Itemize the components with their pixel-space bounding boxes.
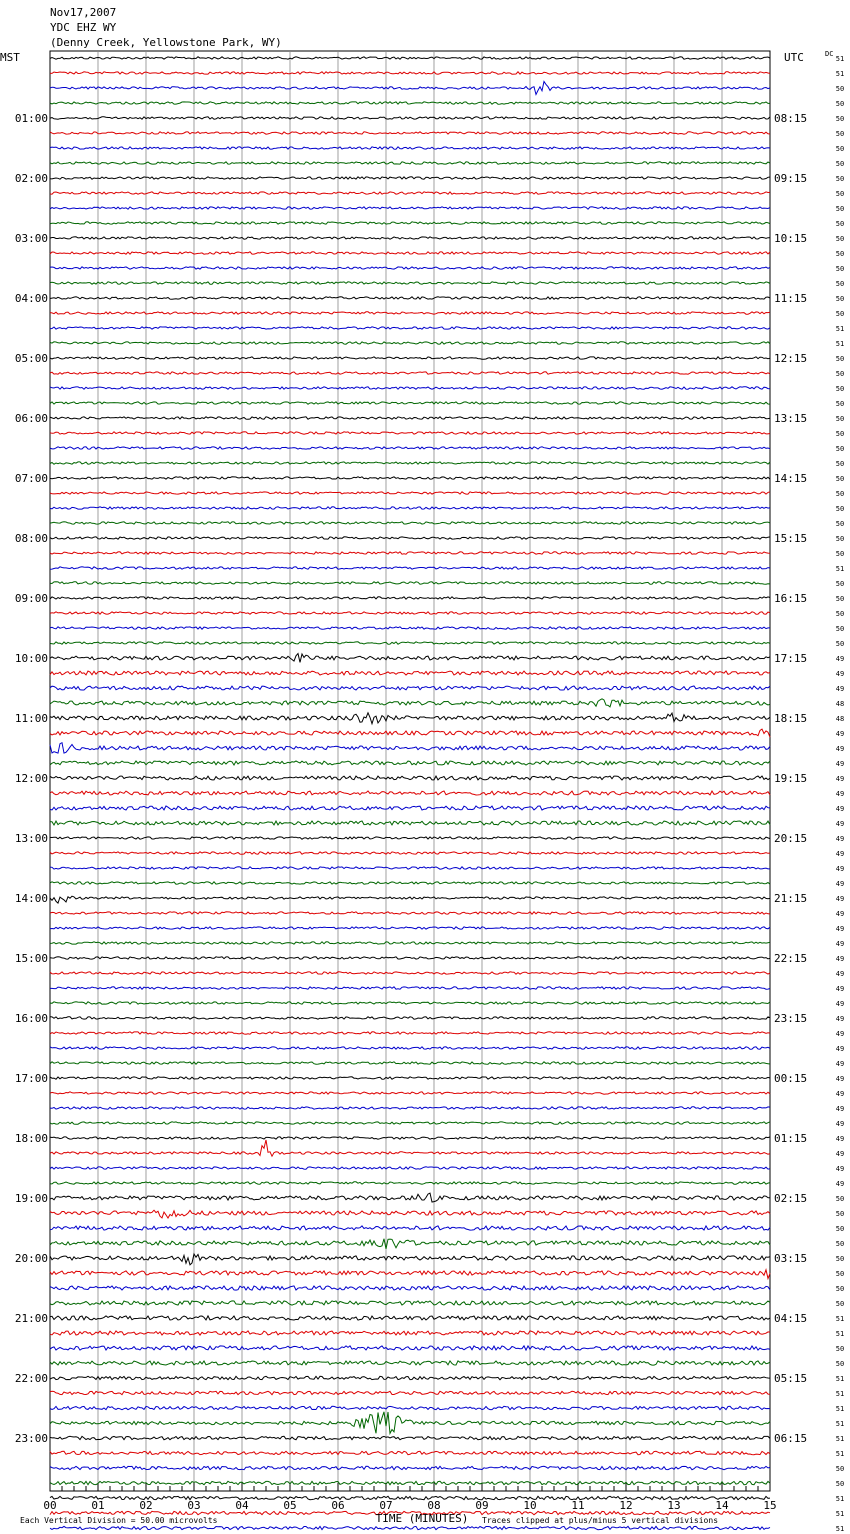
trace-row <box>50 729 770 737</box>
trace-row <box>50 297 770 299</box>
x-tick-label: 14 <box>715 1499 729 1512</box>
dc-offset-label: 49 <box>835 685 845 693</box>
right-hour-label: 16:15 <box>774 592 808 605</box>
dc-offset-label: 50 <box>835 430 845 438</box>
dc-offset-label: 50 <box>835 1300 845 1308</box>
dc-offset-label: 50 <box>835 445 845 453</box>
trace-row <box>50 1270 770 1279</box>
dc-offset-label: 50 <box>835 1210 845 1218</box>
left-hour-label: 03:00 <box>14 232 48 245</box>
right-hour-label: 00:15 <box>774 1072 808 1085</box>
dc-offset-label: 49 <box>835 760 845 768</box>
dc-offset-label: 50 <box>835 625 845 633</box>
trace-row <box>50 987 770 989</box>
trace-row <box>50 1301 770 1305</box>
right-hour-label: 04:15 <box>774 1312 808 1325</box>
dc-offset-label: 50 <box>835 610 845 618</box>
trace-row <box>50 222 770 224</box>
dc-offset-label: 49 <box>835 820 845 828</box>
trace-row <box>50 177 770 179</box>
trace-row <box>50 957 770 959</box>
dc-offset-label: 50 <box>835 310 845 318</box>
trace-row <box>50 1451 770 1454</box>
left-hour-label: 10:00 <box>14 652 48 665</box>
trace-row <box>50 477 770 479</box>
trace-row <box>50 686 770 690</box>
dc-offset-label: 50 <box>835 295 845 303</box>
trace-row <box>50 972 770 974</box>
x-tick-label: 09 <box>475 1499 489 1512</box>
right-hour-label: 09:15 <box>774 172 808 185</box>
dc-offset-label: 49 <box>835 790 845 798</box>
trace-row <box>50 776 770 780</box>
trace-row <box>50 1092 770 1094</box>
left-hour-label: 14:00 <box>14 892 48 905</box>
dc-offset-label: 49 <box>835 1135 845 1143</box>
dc-offset-label: 50 <box>835 100 845 108</box>
left-hour-label: 18:00 <box>14 1132 48 1145</box>
x-tick-label: 06 <box>331 1499 345 1512</box>
dc-offset-label: 49 <box>835 1180 845 1188</box>
dc-offset-label: 50 <box>835 1270 845 1278</box>
trace-row <box>50 417 770 419</box>
trace-row <box>50 102 770 104</box>
trace-row <box>50 1167 770 1169</box>
dc-offset-label: 50 <box>835 595 845 603</box>
trace-row <box>50 402 770 404</box>
dc-offset-label: 51 <box>835 1405 845 1413</box>
left-hour-label: 08:00 <box>14 532 48 545</box>
dc-offset-label: 49 <box>835 910 845 918</box>
trace-row <box>50 867 770 869</box>
right-hour-label: 19:15 <box>774 772 808 785</box>
dc-offset-label: 49 <box>835 1120 845 1128</box>
dc-offset-label: 50 <box>835 1360 845 1368</box>
trace-row <box>50 1331 770 1335</box>
dc-offset-label: 49 <box>835 1075 845 1083</box>
trace-row <box>50 1436 770 1439</box>
dc-label: DC <box>825 50 834 58</box>
dc-offset-label: 49 <box>835 880 845 888</box>
trace-row <box>50 252 770 254</box>
trace-row <box>50 1406 770 1409</box>
trace-row <box>50 612 770 614</box>
dc-offset-label: 50 <box>835 640 845 648</box>
right-hour-label: 18:15 <box>774 712 808 725</box>
dc-offset-label: 50 <box>835 415 845 423</box>
dc-offset-label: 51 <box>835 70 845 78</box>
trace-row <box>50 1496 770 1499</box>
dc-offset-label: 50 <box>835 1465 845 1473</box>
left-hour-label: 19:00 <box>14 1192 48 1205</box>
trace-row <box>50 1346 770 1350</box>
header-location: (Denny Creek, Yellowstone Park, WY) <box>50 36 282 49</box>
trace-row <box>50 552 770 554</box>
header-date: Nov17,2007 <box>50 6 117 19</box>
right-hour-label: 14:15 <box>774 472 808 485</box>
dc-offset-label: 49 <box>835 1165 845 1173</box>
x-tick-label: 01 <box>91 1499 105 1512</box>
x-axis-title: TIME (MINUTES) <box>375 1512 469 1525</box>
right-axis-label: UTC <box>784 51 804 64</box>
right-hour-label: 06:15 <box>774 1432 808 1445</box>
dc-offset-label: 50 <box>835 85 845 93</box>
x-tick-label: 10 <box>523 1499 537 1512</box>
left-hour-label: 09:00 <box>14 592 48 605</box>
trace-row <box>50 1316 770 1320</box>
trace-row <box>50 597 770 599</box>
trace-row <box>50 82 770 95</box>
trace-row <box>50 342 770 344</box>
dc-offset-label: 50 <box>835 1480 845 1488</box>
dc-offset-label: 50 <box>835 490 845 498</box>
trace-row <box>50 72 770 74</box>
trace-row <box>50 1017 770 1019</box>
trace-row <box>50 713 770 724</box>
x-tick-label: 08 <box>427 1499 441 1512</box>
dc-offset-label: 51 <box>835 1435 845 1443</box>
dc-offset-label: 50 <box>835 355 845 363</box>
dc-offset-label: 49 <box>835 865 845 873</box>
left-hour-label: 04:00 <box>14 292 48 305</box>
trace-row <box>50 642 770 644</box>
dc-offset-label: 49 <box>835 730 845 738</box>
note-vertical-division: Each Vertical Division = 50.00 microvolts <box>20 1516 218 1525</box>
trace-row <box>50 1193 770 1202</box>
right-hour-label: 23:15 <box>774 1012 808 1025</box>
dc-offset-label: 49 <box>835 1030 845 1038</box>
dc-offset-label: 49 <box>835 835 845 843</box>
dc-offset-label: 50 <box>835 1255 845 1263</box>
trace-row <box>50 162 770 164</box>
dc-offset-label: 50 <box>835 130 845 138</box>
trace-row <box>50 806 770 810</box>
dc-offset-label: 51 <box>835 1390 845 1398</box>
dc-offset-label: 50 <box>835 1225 845 1233</box>
trace-row <box>50 312 770 314</box>
dc-offset-label: 51 <box>835 340 845 348</box>
trace-row <box>50 1286 770 1290</box>
dc-offset-label: 50 <box>835 580 845 588</box>
trace-row <box>50 282 770 284</box>
trace-row <box>50 567 770 569</box>
trace-row <box>50 492 770 494</box>
right-hour-label: 21:15 <box>774 892 808 905</box>
left-hour-label: 13:00 <box>14 832 48 845</box>
dc-offset-label: 50 <box>835 1345 845 1353</box>
right-hour-label: 03:15 <box>774 1252 808 1265</box>
trace-row <box>50 1481 770 1484</box>
trace-row <box>50 237 770 239</box>
trace-row <box>50 1376 770 1379</box>
x-tick-label: 12 <box>619 1499 633 1512</box>
dc-offset-label: 49 <box>835 850 845 858</box>
trace-row <box>50 387 770 389</box>
dc-offset-label: 49 <box>835 655 845 663</box>
right-hour-label: 02:15 <box>774 1192 808 1205</box>
right-hour-label: 01:15 <box>774 1132 808 1145</box>
dc-offset-label: 50 <box>835 145 845 153</box>
trace-row <box>50 117 770 119</box>
dc-offset-label: 51 <box>835 1525 845 1533</box>
x-tick-label: 05 <box>283 1499 297 1512</box>
dc-offset-label: 48 <box>835 700 845 708</box>
dc-offset-label: 49 <box>835 940 845 948</box>
dc-offset-label: 50 <box>835 385 845 393</box>
left-hour-label: 05:00 <box>14 352 48 365</box>
left-axis-label: MST <box>0 51 20 64</box>
dc-offset-label: 50 <box>835 370 845 378</box>
x-tick-label: 07 <box>379 1499 393 1512</box>
trace-row <box>50 522 770 524</box>
x-tick-label: 15 <box>763 1499 777 1512</box>
left-hour-label: 12:00 <box>14 772 48 785</box>
trace-row <box>50 1466 770 1469</box>
dc-offset-label: 51 <box>835 55 845 63</box>
dc-offset-label: 50 <box>835 190 845 198</box>
trace-row <box>50 1137 770 1139</box>
trace-row <box>50 1140 770 1156</box>
x-tick-label: 13 <box>667 1499 681 1512</box>
trace-row <box>50 462 770 464</box>
dc-offset-label: 50 <box>835 400 845 408</box>
x-tick-label: 11 <box>571 1499 585 1512</box>
left-hour-label: 01:00 <box>14 112 48 125</box>
dc-offset-label: 49 <box>835 745 845 753</box>
trace-row <box>50 1239 770 1249</box>
trace-row <box>50 1182 770 1184</box>
trace-row <box>50 1526 770 1529</box>
right-hour-label: 22:15 <box>774 952 808 965</box>
dc-offset-label: 50 <box>835 175 845 183</box>
trace-row <box>50 1391 770 1394</box>
left-hour-label: 23:00 <box>14 1432 48 1445</box>
dc-offset-label: 50 <box>835 460 845 468</box>
trace-row <box>50 582 770 584</box>
dc-offset-label: 50 <box>835 1240 845 1248</box>
left-hour-label: 06:00 <box>14 412 48 425</box>
dc-offset-label: 51 <box>835 1330 845 1338</box>
dc-offset-label: 49 <box>835 670 845 678</box>
dc-offset-label: 51 <box>835 565 845 573</box>
dc-offset-label: 49 <box>835 1000 845 1008</box>
dc-offset-label: 50 <box>835 220 845 228</box>
trace-row <box>50 372 770 374</box>
trace-row <box>50 132 770 134</box>
x-tick-label: 02 <box>139 1499 153 1512</box>
trace-row <box>50 791 770 795</box>
left-hour-label: 02:00 <box>14 172 48 185</box>
x-tick-label: 04 <box>235 1499 249 1512</box>
note-clipping: Traces clipped at plus/minus 5 vertical divisions <box>482 1516 719 1525</box>
trace-row <box>50 1122 770 1124</box>
left-hour-label: 20:00 <box>14 1252 48 1265</box>
left-hour-label: 11:00 <box>14 712 48 725</box>
trace-row <box>50 1062 770 1064</box>
right-hour-label: 05:15 <box>774 1372 808 1385</box>
left-hour-label: 17:00 <box>14 1072 48 1085</box>
dc-offset-label: 49 <box>835 1045 845 1053</box>
dc-offset-label: 51 <box>835 1315 845 1323</box>
left-hour-label: 21:00 <box>14 1312 48 1325</box>
trace-row <box>50 432 770 434</box>
trace-row <box>50 1077 770 1079</box>
dc-offset-label: 49 <box>835 970 845 978</box>
trace-row <box>50 207 770 209</box>
dc-offset-label: 49 <box>835 1105 845 1113</box>
left-hour-label: 07:00 <box>14 472 48 485</box>
trace-row <box>50 1210 770 1218</box>
right-hour-label: 17:15 <box>774 652 808 665</box>
trace-row <box>50 267 770 269</box>
trace-row <box>50 1412 770 1434</box>
dc-offset-label: 51 <box>835 325 845 333</box>
dc-offset-label: 50 <box>835 1195 845 1203</box>
dc-offset-label: 50 <box>835 280 845 288</box>
trace-row <box>50 627 770 629</box>
dc-offset-label: 51 <box>835 1450 845 1458</box>
x-tick-label: 00 <box>43 1499 57 1512</box>
right-hour-label: 12:15 <box>774 352 808 365</box>
header-station: YDC EHZ WY <box>50 21 117 34</box>
dc-offset-label: 49 <box>835 955 845 963</box>
dc-offset-label: 48 <box>835 715 845 723</box>
trace-row <box>50 882 770 884</box>
trace-row <box>50 852 770 854</box>
dc-offset-label: 49 <box>835 1150 845 1158</box>
trace-row <box>50 1254 770 1265</box>
dc-offset-label: 51 <box>835 1510 845 1518</box>
dc-offset-label: 50 <box>835 535 845 543</box>
trace-row <box>50 743 770 753</box>
trace-row <box>50 1002 770 1004</box>
trace-row <box>50 927 770 929</box>
trace-row <box>50 896 770 903</box>
dc-offset-label: 50 <box>835 115 845 123</box>
dc-offset-label: 49 <box>835 1090 845 1098</box>
dc-offset-label: 49 <box>835 775 845 783</box>
dc-offset-label: 50 <box>835 520 845 528</box>
dc-offset-label: 51 <box>835 1375 845 1383</box>
dc-offset-label: 50 <box>835 250 845 258</box>
dc-offset-label: 49 <box>835 895 845 903</box>
trace-row <box>50 1361 770 1365</box>
right-hour-label: 15:15 <box>774 532 808 545</box>
right-hour-label: 13:15 <box>774 412 808 425</box>
trace-row <box>50 821 770 825</box>
dc-offset-label: 50 <box>835 550 845 558</box>
left-hour-label: 22:00 <box>14 1372 48 1385</box>
trace-row <box>50 57 770 59</box>
trace-row <box>50 1032 770 1034</box>
trace-row <box>50 671 770 675</box>
dc-offset-label: 50 <box>835 160 845 168</box>
trace-row <box>50 761 770 765</box>
dc-offset-label: 50 <box>835 265 845 273</box>
trace-row <box>50 912 770 914</box>
trace-row <box>50 1107 770 1109</box>
left-hour-label: 15:00 <box>14 952 48 965</box>
dc-offset-label: 49 <box>835 985 845 993</box>
dc-offset-label: 49 <box>835 925 845 933</box>
right-hour-label: 10:15 <box>774 232 808 245</box>
dc-offset-label: 50 <box>835 1285 845 1293</box>
trace-row <box>50 357 770 359</box>
dc-offset-label: 49 <box>835 1060 845 1068</box>
trace-row <box>50 327 770 329</box>
trace-row <box>50 537 770 539</box>
trace-row <box>50 837 770 839</box>
left-hour-label: 16:00 <box>14 1012 48 1025</box>
dc-offset-label: 49 <box>835 805 845 813</box>
dc-offset-label: 49 <box>835 1015 845 1023</box>
trace-row <box>50 942 770 944</box>
dc-offset-label: 51 <box>835 1420 845 1428</box>
trace-row <box>50 507 770 509</box>
right-hour-label: 11:15 <box>774 292 808 305</box>
dc-offset-label: 50 <box>835 205 845 213</box>
trace-row <box>50 699 770 707</box>
dc-offset-label: 50 <box>835 505 845 513</box>
trace-row <box>50 1047 770 1049</box>
right-hour-label: 08:15 <box>774 112 808 125</box>
x-tick-label: 03 <box>187 1499 201 1512</box>
trace-row <box>50 654 770 663</box>
dc-offset-label: 50 <box>835 475 845 483</box>
trace-row <box>50 447 770 449</box>
trace-row <box>50 1226 770 1230</box>
right-hour-label: 20:15 <box>774 832 808 845</box>
dc-offset-label: 50 <box>835 235 845 243</box>
trace-row <box>50 192 770 194</box>
trace-row <box>50 147 770 149</box>
dc-offset-label: 51 <box>835 1495 845 1503</box>
trace-group <box>50 57 770 1534</box>
